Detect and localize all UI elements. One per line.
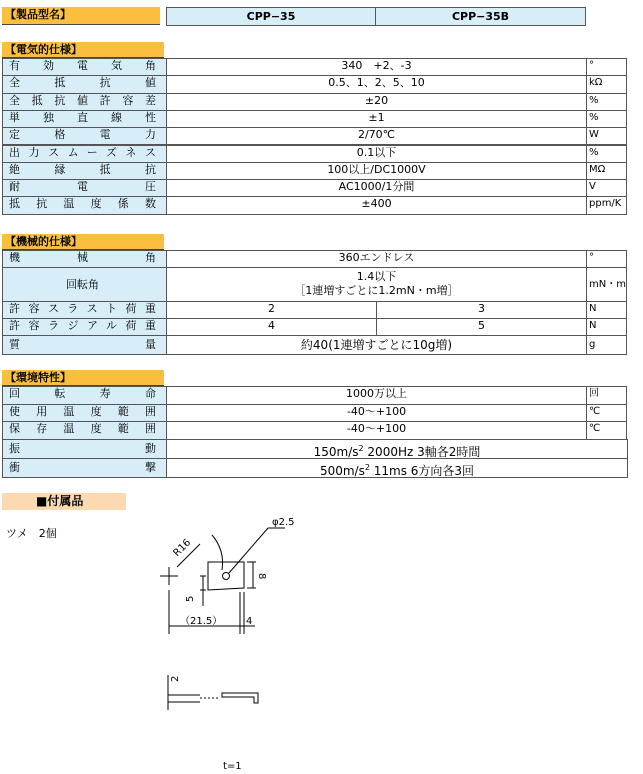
dim-5: 5: [185, 595, 196, 602]
electrical-row-label: 有 効 電 気 角: [2, 58, 167, 76]
electrical-row-value: 340 +2、-3: [166, 58, 587, 76]
electrical-row-unit: %: [586, 145, 627, 163]
environment-row-label: 使 用 温 度 範 囲: [2, 404, 167, 423]
electrical-header: 【電気的仕様】: [2, 42, 164, 58]
electrical-row-unit: W: [586, 127, 627, 145]
environment-row-unit: ℃: [586, 404, 627, 423]
electrical-row-value: 100以上/DC1000V: [166, 162, 587, 180]
electrical-row-unit: kΩ: [586, 75, 627, 93]
torque-value: [166, 267, 587, 302]
electrical-row-label: 単 独 直 線 性: [2, 110, 167, 128]
electrical-row-unit: °: [586, 58, 627, 76]
torque-label: 回転角: [2, 267, 167, 302]
claw-drawing: [150, 510, 310, 770]
dim-4: 4: [246, 616, 253, 627]
product-header: 【製品型名】: [2, 7, 160, 25]
dim-r16: R16: [171, 537, 194, 559]
electrical-row-value: 0.1以下: [166, 145, 587, 163]
electrical-row-label: 全抵抗値許容差: [2, 93, 167, 111]
dim-2: 2: [170, 675, 181, 682]
mass-label: 質 量: [2, 335, 167, 355]
environment-header: 【環境特性】: [2, 370, 164, 386]
mech-angle-unit: °: [586, 250, 627, 268]
dim-21-5: （21.5）: [180, 616, 223, 627]
shock-label: 衝 撃: [2, 458, 167, 478]
accessory-item: ツメ 2個: [6, 527, 57, 540]
model-cpp35: CPP−35: [166, 7, 376, 26]
mechanical-header: 【機械的仕様】: [2, 234, 164, 250]
environment-row-value: -40～+100: [166, 421, 587, 440]
environment-row-unit: ℃: [586, 421, 627, 440]
shock-value: $500m/s^2$ 11ms 6方向各3回: [166, 458, 628, 478]
mech-angle-label: 機 械 角: [2, 250, 167, 268]
electrical-row-unit: %: [586, 93, 627, 111]
electrical-row-value: 0.5、1、2、5、10: [166, 75, 587, 93]
dim-8: 8: [256, 573, 267, 580]
torque-value-line2: ［1連増すごとに1.2mN・m増］: [294, 284, 459, 297]
mech-angle-value: 360エンドレス: [166, 250, 587, 268]
dim-phi: φ2.5: [272, 517, 295, 528]
electrical-row-unit: V: [586, 179, 627, 197]
thrust-label: 許容スラスト荷重: [2, 301, 167, 319]
electrical-row-label: 耐 電 圧: [2, 179, 167, 197]
environment-row-value: -40～+100: [166, 404, 587, 423]
accessories-header: ■付属品: [2, 493, 126, 510]
environment-row-value: 1000万以上: [166, 386, 587, 405]
dim-thickness: t=1: [223, 761, 242, 770]
electrical-row-unit: MΩ: [586, 162, 627, 180]
electrical-row-value: ±400: [166, 196, 587, 214]
electrical-row-label: 定 格 電 力: [2, 127, 167, 145]
electrical-row-label: 出力スムーズネス: [2, 145, 167, 163]
radial-label: 許容ラジアル荷重: [2, 318, 167, 336]
torque-unit: mN・m: [586, 267, 627, 302]
mass-unit: g: [586, 335, 627, 355]
electrical-row-unit: ppm/K: [586, 196, 627, 214]
environment-row-unit: 回: [586, 386, 627, 405]
electrical-row-label: 絶 縁 抵 抗: [2, 162, 167, 180]
vibration-value: $150m/s^2$ 2000Hz 3軸各2時間: [166, 439, 628, 459]
radial-value-b: 5: [376, 318, 587, 336]
model-cpp35b: CPP−35B: [375, 7, 586, 26]
mass-value: 約40(1連増すごとに10g増): [166, 335, 587, 355]
thrust-value-a: 2: [166, 301, 377, 319]
electrical-row-unit: %: [586, 110, 627, 128]
thrust-unit: N: [586, 301, 627, 319]
electrical-row-value: AC1000/1分間: [166, 179, 587, 197]
torque-value-line1: 1.4以下: [356, 270, 397, 283]
electrical-row-value: ±20: [166, 93, 587, 111]
environment-row-label: 回 転 寿 命: [2, 386, 167, 405]
electrical-row-label: 全 抵 抗 値: [2, 75, 167, 93]
radial-unit: N: [586, 318, 627, 336]
vibration-label: 振 動: [2, 439, 167, 459]
electrical-row-value: ±1: [166, 110, 587, 128]
environment-row-label: 保 存 温 度 範 囲: [2, 421, 167, 440]
electrical-row-value: 2/70℃: [166, 127, 587, 145]
radial-value-a: 4: [166, 318, 377, 336]
electrical-row-label: 抵 抗 温 度 係 数: [2, 196, 167, 214]
thrust-value-b: 3: [376, 301, 587, 319]
